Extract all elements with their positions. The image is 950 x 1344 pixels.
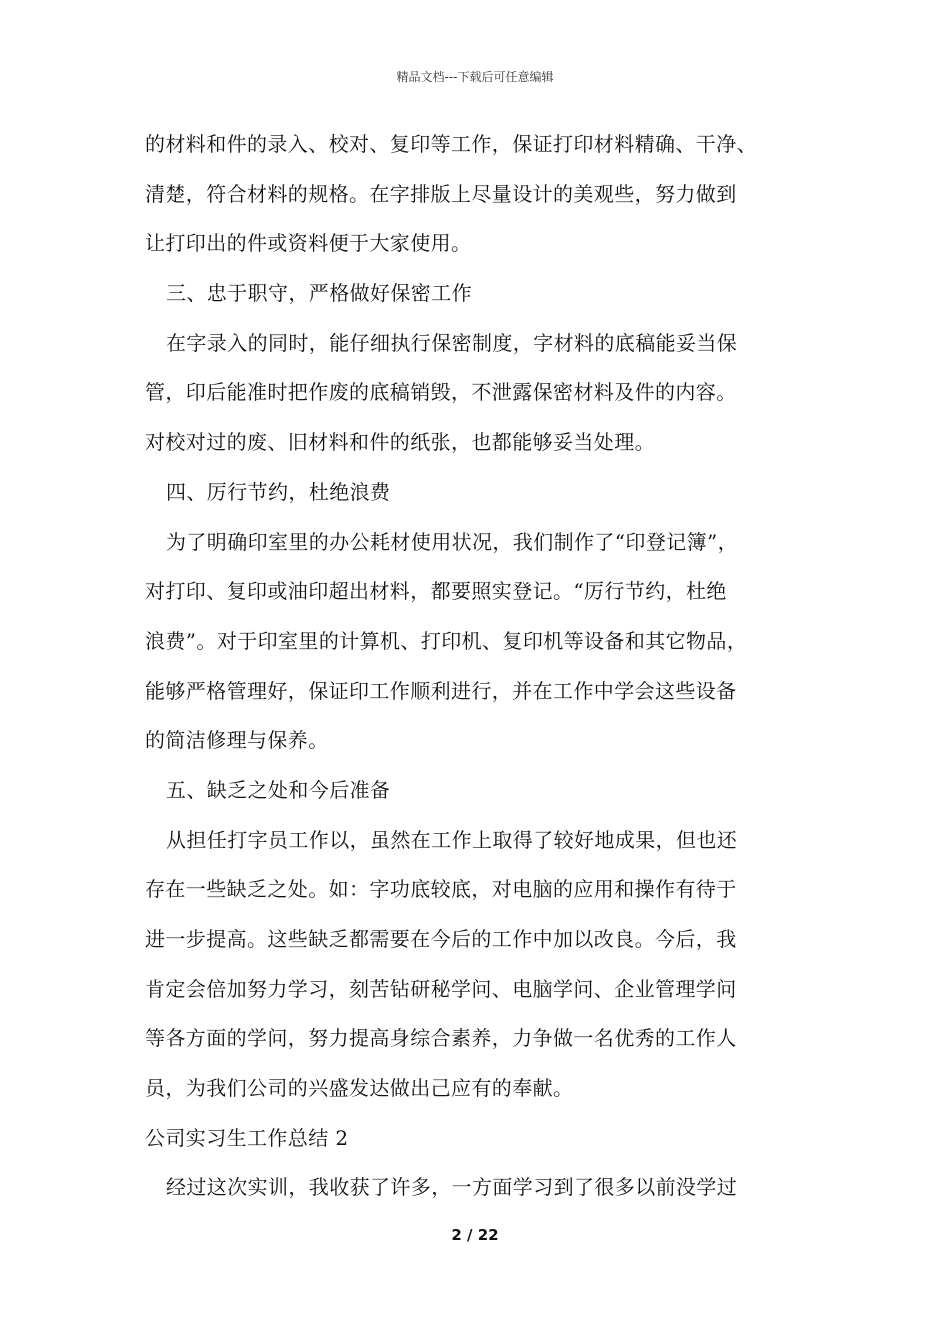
section-heading: 五、缺乏之处和今后准备 xyxy=(166,777,391,802)
section-heading: 三、忠于职守，严格做好保密工作 xyxy=(166,281,472,306)
page-header: 精品文档---下载后可任意编辑 xyxy=(396,70,554,84)
paragraph-line: 肯定会倍加努力学习，刻苦钻研秘学问、电脑学问、企业管理学问 xyxy=(145,976,737,1001)
paragraph-line: 的简洁修理与保养。 xyxy=(145,728,329,753)
paragraph-line: 经过这次实训，我收获了许多，一方面学习到了很多以前没学过 xyxy=(166,1175,738,1200)
paragraph-line: 管，印后能准时把作废的底稿销毁，不泄露保密材料及件的内容。 xyxy=(145,380,737,405)
paragraph-line: 浪费”。对于印室里的计算机、打印机、复印机等设备和其它物品， xyxy=(145,628,748,653)
paragraph-line: 让打印出的件或资料便于大家使用。 xyxy=(145,231,472,256)
paragraph-line: 的材料和件的录入、校对、复印等工作，保证打印材料精确、干净、 xyxy=(145,132,757,156)
paragraph-line: 清楚，符合材料的规格。在字排版上尽量设计的美观些，努力做到 xyxy=(145,181,737,206)
page-number: 2 / 22 xyxy=(451,1226,499,1244)
paragraph-line: 对校对过的废、旧材料和件的纸张，也都能够妥当处理。 xyxy=(145,430,655,455)
paragraph-line: 能够严格管理好，保证印工作顺利进行，并在工作中学会这些设备 xyxy=(145,678,737,703)
paragraph-line: 存在一些缺乏之处。如：字功底较底，对电脑的应用和操作有待于 xyxy=(145,877,737,902)
paragraph-line: 进一步提高。这些缺乏都需要在今后的工作中加以改良。今后，我 xyxy=(145,927,737,951)
paragraph-line: 对打印、复印或油印超出材料，都要照实登记。“厉行节约，杜绝 xyxy=(145,579,727,604)
paragraph-line: 从担任打字员工作以，虽然在工作上取得了较好地成果，但也还 xyxy=(166,827,738,852)
document-body xyxy=(145,120,825,1213)
paragraph-line: 员，为我们公司的兴盛发达做出己应有的奉献。 xyxy=(145,1076,574,1101)
paragraph-line: 为了明确印室里的办公耗材使用状况，我们制作了“印登记簿”， xyxy=(166,529,739,554)
paragraph-line: 在字录入的同时，能仔细执行保密制度，字材料的底稿能妥当保 xyxy=(166,330,738,355)
paragraph-line: 等各方面的学问，努力提高身综合素养，力争做一名优秀的工作人 xyxy=(145,1026,737,1051)
document-section-title: 公司实习生工作总结 2 xyxy=(145,1125,349,1150)
section-heading: 四、厉行节约，杜绝浪费 xyxy=(166,479,391,504)
